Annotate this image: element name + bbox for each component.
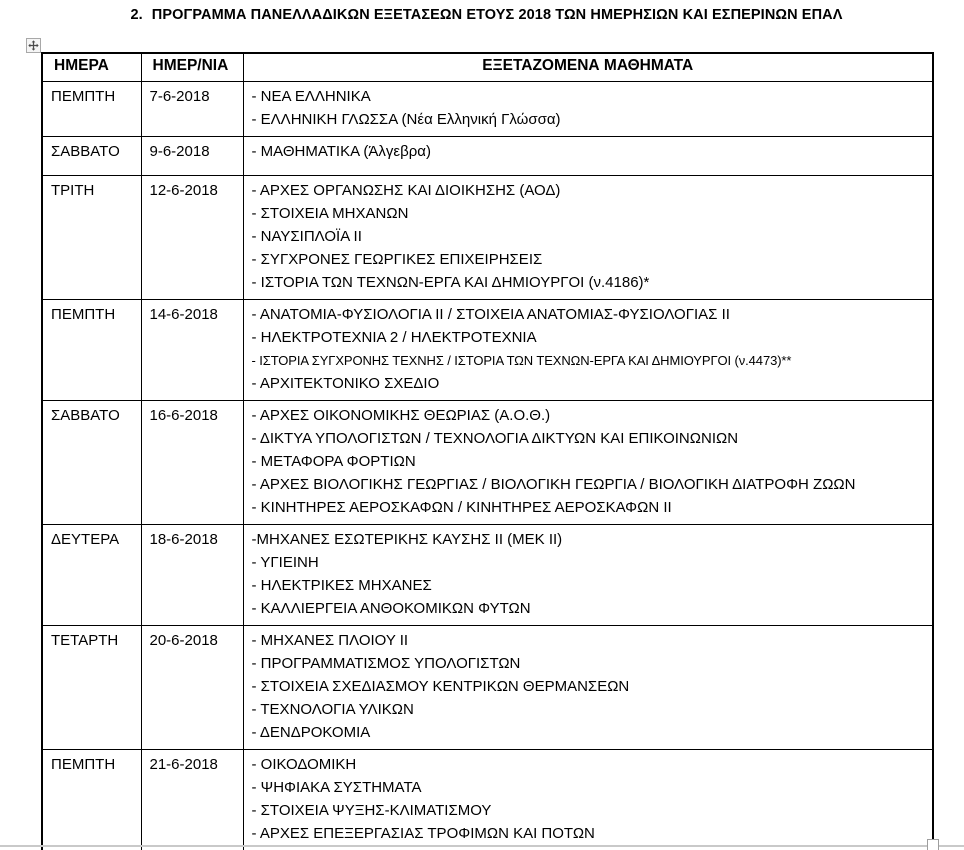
day-cell: ΠΕΜΠΤΗ	[42, 749, 141, 850]
move-arrows-icon	[28, 40, 39, 51]
subject-line: - ΝΕΑ ΕΛΛΗΝΙΚΑ	[251, 87, 371, 105]
table-row	[42, 400, 933, 524]
day-cell: ΠΕΜΠΤΗ	[42, 299, 141, 400]
date-cell: 20-6-2018	[141, 625, 243, 749]
subject-line: - ΣΥΓΧΡΟΝΕΣ ΓΕΩΡΓΙΚΕΣ ΕΠΙΧΕΙΡΗΣΕΙΣ	[251, 250, 543, 268]
subjects-cell	[243, 625, 933, 749]
date-cell: 7-6-2018	[141, 81, 243, 136]
table-resize-handle[interactable]	[927, 839, 939, 850]
subject-line: - ΗΛΕΚΤΡΙΚΕΣ ΜΗΧΑΝΕΣ	[251, 576, 432, 594]
table-row	[42, 299, 933, 400]
day-cell: ΣΑΒΒΑΤΟ	[42, 136, 141, 175]
table-row	[42, 749, 933, 850]
subject-line: - ΚΙΝΗΤΗΡΕΣ ΑΕΡΟΣΚΑΦΩΝ / ΚΙΝΗΤΗΡΕΣ ΑΕΡΟΣΚΑΦΩΝ ΙΙ	[251, 498, 672, 516]
day-cell: ΤΡΙΤΗ	[42, 175, 141, 299]
subjects-cell	[243, 400, 933, 524]
subject-line: - ΤΕΧΝΟΛΟΓΙΑ ΥΛΙΚΩΝ	[251, 700, 414, 718]
subjects-cell	[243, 81, 933, 136]
day-cell: ΔΕΥΤΕΡΑ	[42, 524, 141, 625]
subject-line: - ΑΡΧΕΣ ΕΠΕΞΕΡΓΑΣΙΑΣ ΤΡΟΦΙΜΩΝ ΚΑΙ ΠΟΤΩΝ	[251, 824, 595, 842]
date-cell: 12-6-2018	[141, 175, 243, 299]
header-day: ΗΜΕΡΑ	[42, 53, 141, 81]
subject-line: - ΟΙΚΟΔΟΜΙΚΗ	[251, 755, 357, 773]
page-title-number: 2.	[130, 7, 143, 23]
day-cell: ΠΕΜΠΤΗ	[42, 81, 141, 136]
table-row	[42, 625, 933, 749]
subject-line: - ΨΗΦΙΑΚΑ ΣΥΣΤΗΜΑΤΑ	[251, 778, 422, 796]
table-row	[42, 524, 933, 625]
subject-line: - ΝΑΥΣΙΠΛΟΪΑ ΙΙ	[251, 227, 362, 245]
subject-line: - ΥΓΙΕΙΝΗ	[251, 553, 319, 571]
header-date: ΗΜΕΡ/ΝΙΑ	[141, 53, 243, 81]
subjects-cell	[243, 749, 933, 850]
subject-line: - ΜΕΤΑΦΟΡΑ ΦΟΡΤΙΩΝ	[251, 452, 416, 470]
subjects-cell	[243, 524, 933, 625]
subject-line: - ΑΝΑΤΟΜΙΑ-ΦΥΣΙΟΛΟΓΙΑ ΙΙ / ΣΤΟΙΧΕΙΑ ΑΝΑΤΟΜΙΑΣ-ΦΥΣΙΟΛΟΓΙΑΣ ΙΙ	[251, 305, 730, 323]
date-cell: 21-6-2018	[141, 749, 243, 850]
table-header-row	[42, 53, 933, 81]
subject-line: - ΑΡΧΕΣ ΒΙΟΛΟΓΙΚΗΣ ΓΕΩΡΓΙΑΣ / ΒΙΟΛΟΓΙΚΗ ΓΕΩΡΓΙΑ / ΒΙΟΛΟΓΙΚΗ ΔΙΑΤΡΟΦΗ ΖΩΩΝ	[251, 475, 856, 493]
subject-line: - ΑΡΧΕΣ ΟΙΚΟΝΟΜΙΚΗΣ ΘΕΩΡΙΑΣ (Α.Ο.Θ.)	[251, 406, 551, 424]
table-row	[42, 81, 933, 136]
subjects-cell	[243, 175, 933, 299]
table-row	[42, 136, 933, 175]
subject-line: - ΜΑΘΗΜΑΤΙΚΑ (Άλγεβρα)	[251, 142, 431, 160]
subjects-cell	[243, 136, 933, 175]
table-row	[42, 175, 933, 299]
subject-line: - ΑΡΧΙΤΕΚΤΟΝΙΚΟ ΣΧΕΔΙΟ	[251, 374, 440, 392]
subject-line: - ΣΤΟΙΧΕΙΑ ΣΧΕΔΙΑΣΜΟΥ ΚΕΝΤΡΙΚΩΝ ΘΕΡΜΑΝΣΕΩΝ	[251, 677, 630, 695]
page-title-text: ΠΡΟΓΡΑΜΜΑ ΠΑΝΕΛΛΑΔΙΚΩΝ ΕΞΕΤΑΣΕΩΝ ΕΤΟΥΣ 2018 ΤΩΝ ΗΜΕΡΗΣΙΩΝ ΚΑΙ ΕΣΠΕΡΙΝΩΝ ΕΠΑΛ	[151, 7, 843, 23]
exam-schedule-table	[41, 52, 934, 850]
subject-line: - ΣΤΟΙΧΕΙΑ ΜΗΧΑΝΩΝ	[251, 204, 409, 222]
date-cell: 18-6-2018	[141, 524, 243, 625]
subject-line: - ΔΕΝΔΡΟΚΟΜΙΑ	[251, 723, 371, 741]
subjects-cell	[243, 299, 933, 400]
date-cell: 14-6-2018	[141, 299, 243, 400]
date-cell: 9-6-2018	[141, 136, 243, 175]
subject-line: - ΠΡΟΓΡΑΜΜΑΤΙΣΜΟΣ ΥΠΟΛΟΓΙΣΤΩΝ	[251, 654, 521, 672]
date-cell: 16-6-2018	[141, 400, 243, 524]
subject-line: - ΗΛΕΚΤΡΟΤΕΧΝΙΑ 2 / ΗΛΕΚΤΡΟΤΕΧΝΙΑ	[251, 328, 537, 346]
page-title	[41, 7, 932, 23]
subject-line: - ΙΣΤΟΡΙΑ ΤΩΝ ΤΕΧΝΩΝ-ΕΡΓΑ ΚΑΙ ΔΗΜΙΟΥΡΓΟΙ (ν.4186)*	[251, 273, 650, 291]
subject-line: - ΙΣΤΟΡΙΑ ΣΥΓΧΡΟΝΗΣ ΤΕΧΝΗΣ / ΙΣΤΟΡΙΑ ΤΩΝ ΤΕΧΝΩΝ-ΕΡΓΑ ΚΑΙ ΔΗΜΙΟΥΡΓΟΙ (ν.4473)**	[251, 352, 792, 368]
subject-line: - ΑΡΧΕΣ ΟΡΓΑΝΩΣΗΣ ΚΑΙ ΔΙΟΙΚΗΣΗΣ (ΑΟΔ)	[251, 181, 561, 199]
header-subjects: ΕΞΕΤΑΖΟΜΕΝΑ ΜΑΘΗΜΑΤΑ	[243, 53, 933, 81]
subject-line: - ΕΛΛΗΝΙΚΗ ΓΛΩΣΣΑ (Νέα Ελληνική Γλώσσα)	[251, 110, 561, 128]
table-move-handle[interactable]	[26, 38, 41, 53]
day-cell: ΤΕΤΑΡΤΗ	[42, 625, 141, 749]
page-edge-line	[0, 845, 964, 847]
subject-line: - ΔΙΚΤΥΑ ΥΠΟΛΟΓΙΣΤΩΝ / ΤΕΧΝΟΛΟΓΙΑ ΔΙΚΤΥΩΝ ΚΑΙ ΕΠΙΚΟΙΝΩΝΙΩΝ	[251, 429, 739, 447]
subject-line: - ΜΗΧΑΝΕΣ ΠΛΟΙΟΥ ΙΙ	[251, 631, 409, 649]
subject-line: - ΚΑΛΛΙΕΡΓΕΙΑ ΑΝΘΟΚΟΜΙΚΩΝ ΦΥΤΩΝ	[251, 599, 531, 617]
subject-line: - ΣΤΟΙΧΕΙΑ ΨΥΞΗΣ-ΚΛΙΜΑΤΙΣΜΟΥ	[251, 801, 492, 819]
day-cell: ΣΑΒΒΑΤΟ	[42, 400, 141, 524]
subject-line: -ΜΗΧΑΝΕΣ ΕΣΩΤΕΡΙΚΗΣ ΚΑΥΣΗΣ ΙΙ (ΜΕΚ ΙΙ)	[251, 530, 563, 548]
